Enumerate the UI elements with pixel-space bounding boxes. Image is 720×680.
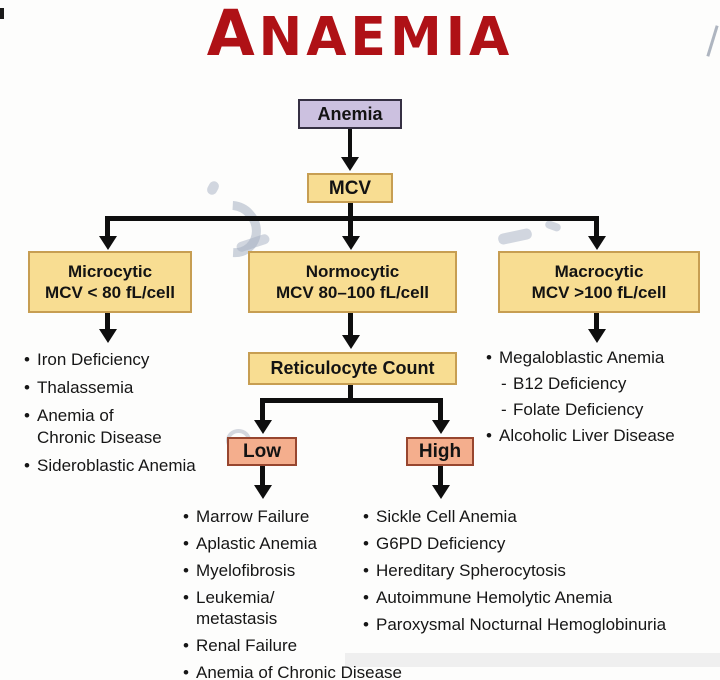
list-item-label: Autoimmune Hemolytic Anemia	[376, 588, 613, 607]
list-item	[183, 560, 363, 581]
arrowhead-high-list	[432, 485, 450, 499]
list-item	[363, 560, 713, 581]
arrowhead-microcytic-list	[99, 329, 117, 343]
list-item	[24, 349, 214, 371]
list-item-label: G6PD Deficiency	[376, 534, 506, 553]
arrowhead-normocytic	[342, 236, 360, 250]
list-item-label: Renal Failure	[196, 636, 298, 655]
list-item-label: Alcoholic Liver Disease	[499, 426, 675, 445]
arrowhead-reticulocyte	[342, 335, 360, 349]
bullet: •	[183, 588, 189, 607]
node-low	[227, 437, 297, 466]
list-item-label: Anemia of Chronic Disease	[196, 663, 402, 680]
bullet: •	[183, 561, 189, 580]
list-item-label: Sickle Cell Anemia	[376, 507, 517, 526]
connector-to-microcytic	[105, 216, 110, 238]
arrowhead-low-list	[254, 485, 272, 499]
list-item	[183, 533, 363, 554]
list-item-label: Megaloblastic Anemia	[499, 348, 665, 367]
list-item	[486, 425, 716, 446]
list-item-label: Aplastic Anemia	[196, 534, 317, 553]
list-item	[183, 587, 363, 629]
bullet: •	[183, 534, 189, 553]
list-item	[486, 373, 716, 394]
arrowhead-microcytic	[99, 236, 117, 250]
list-item-label: Thalassemia	[37, 378, 134, 397]
arrowhead-mcv	[341, 157, 359, 171]
arrowhead-high	[432, 420, 450, 434]
list-item	[363, 614, 713, 635]
bullet: •	[183, 636, 189, 655]
arrowhead-macrocytic-list	[588, 329, 606, 343]
macrocytic-list	[486, 347, 716, 451]
node-microcytic-range: MCV < 80 fL/cell	[45, 283, 175, 302]
node-high-label: High	[418, 441, 462, 462]
bullet: •	[363, 534, 369, 553]
arrowhead-low	[254, 420, 272, 434]
node-mcv-label: MCV	[328, 177, 372, 199]
page-title: ANAEMIA	[206, 0, 514, 71]
list-item-label: Marrow Failure	[196, 507, 310, 526]
list-item-label: Paroxysmal Nocturnal Hemoglobinuria	[376, 615, 667, 634]
list-item	[486, 399, 716, 420]
bullet: •	[183, 507, 189, 526]
low-list	[183, 506, 402, 680]
list-item	[363, 587, 713, 608]
list-item-label: B12 Deficiency	[513, 374, 627, 393]
list-item-label: Myelofibrosis	[196, 561, 296, 580]
connector-to-macrocytic	[594, 216, 599, 238]
connector-low-list	[260, 466, 265, 487]
dash-bullet: -	[501, 400, 507, 419]
list-item-label: Leukemia/ metastasis	[196, 588, 278, 628]
node-microcytic	[28, 251, 192, 313]
bullet: •	[24, 406, 30, 425]
node-microcytic-title: Microcytic	[67, 262, 153, 281]
node-normocytic	[248, 251, 457, 313]
node-high	[406, 437, 474, 466]
connector-to-high	[438, 398, 443, 422]
node-reticulocyte	[248, 352, 457, 385]
dash-bullet: -	[501, 374, 507, 393]
connector-high-list	[438, 466, 443, 487]
watermark-artifact	[497, 228, 533, 246]
node-macrocytic-range: MCV >100 fL/cell	[531, 283, 667, 302]
list-item	[486, 347, 716, 368]
list-item	[183, 662, 443, 680]
bullet: •	[363, 507, 369, 526]
list-item-label: Folate Deficiency	[513, 400, 644, 419]
bullet: •	[24, 350, 30, 369]
list-item	[183, 635, 363, 656]
node-low-label: Low	[243, 441, 281, 462]
connector-retic-branch-bar	[260, 398, 442, 403]
list-item-label: Hereditary Spherocytosis	[376, 561, 566, 580]
connector-to-low	[260, 398, 265, 422]
list-item-label: Sideroblastic Anemia	[37, 456, 196, 475]
list-item-label: Anemia of Chronic Disease	[37, 406, 162, 447]
node-normocytic-title: Normocytic	[305, 262, 400, 281]
bullet: •	[486, 426, 492, 445]
connector-root-to-mcv	[348, 129, 352, 159]
watermark-artifact	[544, 220, 562, 233]
node-anemia	[298, 99, 402, 129]
list-item	[24, 377, 214, 399]
list-item	[363, 506, 713, 527]
node-reticulocyte-label: Reticulocyte Count	[270, 358, 435, 378]
list-item	[24, 405, 214, 449]
list-item	[363, 533, 713, 554]
node-macrocytic-title: Macrocytic	[554, 262, 644, 281]
bullet: •	[24, 456, 30, 475]
list-item	[24, 455, 214, 477]
bullet: •	[363, 615, 369, 634]
node-anemia-label: Anemia	[317, 103, 383, 124]
high-list	[363, 506, 713, 641]
connector-normocytic-retic	[348, 313, 353, 337]
arrowhead-macrocytic	[588, 236, 606, 250]
list-item-label: Iron Deficiency	[37, 350, 150, 369]
node-mcv	[307, 173, 393, 203]
bullet: •	[486, 348, 492, 367]
bullet: •	[363, 588, 369, 607]
watermark-artifact	[205, 179, 220, 196]
node-normocytic-range: MCV 80–100 fL/cell	[275, 283, 430, 302]
node-macrocytic	[498, 251, 700, 313]
bullet: •	[183, 663, 189, 680]
list-item	[183, 506, 363, 527]
bullet: •	[24, 378, 30, 397]
microcytic-list	[24, 349, 214, 483]
bullet: •	[363, 561, 369, 580]
edge-artifact	[0, 8, 4, 19]
